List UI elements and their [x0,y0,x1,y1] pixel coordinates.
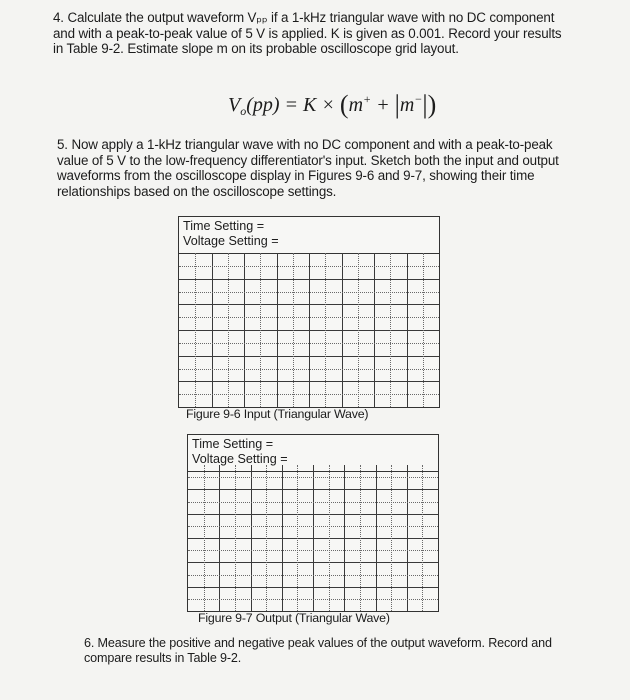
grid-minor-horizontal [179,266,439,267]
formula-rhs: = K × [284,94,335,116]
grid-minor-vertical [260,253,261,407]
grid-minor-vertical [423,253,424,407]
grid-minor-vertical [235,465,236,611]
grid-minor-vertical [204,465,205,611]
grid-minor-horizontal [179,394,439,395]
grid-minor-horizontal [188,599,438,600]
grid-minor-vertical [329,465,330,611]
time-setting-label: Time Setting = [183,219,265,233]
grid-minor-vertical [228,253,229,407]
formula-arg: (pp) [246,94,280,116]
grid-minor-horizontal [188,526,438,527]
grid-minor-horizontal [179,317,439,318]
grid-minor-horizontal [179,343,439,344]
grid-minor-vertical [297,465,298,611]
voltage-setting-label: Voltage Setting = [192,452,288,466]
item-4-text: 4. Calculate the output waveform Vₚₚ if a 1-kHz triangular wave with no DC component and with a peak-to-peak value of 5 V is applied. K is given as 0.001. Record your results in Table 9-2. Estimate slope m on its probable oscilloscope grid layout. [53,10,562,57]
grid-minor-vertical [360,465,361,611]
grid-major-horizontal [188,562,438,563]
grid-minor-horizontal [188,502,438,503]
grid-major-horizontal [188,489,438,490]
grid-major-horizontal [179,356,439,357]
voltage-setting-label: Voltage Setting = [183,234,279,248]
item-5-text: 5. Now apply a 1-kHz triangular wave with no DC component and with a peak-to-peak value of 5 V to the low-frequency differentiator's input. Sketch both the input and output waveforms from the oscilloscope display in Figures 9-6 and 9-7, showing their time relationships based on the oscilloscope settings. [57,137,559,199]
formula-lhs: V [228,94,241,116]
graticule [188,465,438,611]
oscilloscope-grid-input [178,216,440,408]
grid-major-horizontal [179,279,439,280]
grid-major-horizontal [179,304,439,305]
formula-plus-sign: + [376,94,390,116]
figure-9-7-caption: Figure 9-7 Output (Triangular Wave) [198,611,390,625]
grid-minor-vertical [391,465,392,611]
grid-minor-vertical [293,253,294,407]
output-voltage-formula: $V_o(pp) = K \times (m^+ + |m^-|)$ [228,90,437,119]
grid-minor-horizontal [188,477,438,478]
grid-major-horizontal [188,538,438,539]
grid-minor-horizontal [188,550,438,551]
grid-minor-vertical [422,465,423,611]
grid-major-horizontal [188,587,438,588]
formula-lhs-sub: o [240,104,247,118]
oscilloscope-grid-output [187,434,439,612]
grid-major-horizontal [179,330,439,331]
grid-major-horizontal [188,514,438,515]
grid-minor-vertical [390,253,391,407]
grid-minor-horizontal [179,369,439,370]
grid-minor-horizontal [179,292,439,293]
formula-m-minus: m [399,94,415,116]
formula-m-plus: m [348,94,364,116]
grid-minor-vertical [358,253,359,407]
grid-minor-vertical [266,465,267,611]
figure-9-6-caption: Figure 9-6 Input (Triangular Wave) [186,407,369,421]
grid-minor-horizontal [188,575,438,576]
scope-header-input [179,217,439,254]
item-6-text: 6. Measure the positive and negative peak values of the output waveform. Record and compare results in Table 9-2. [84,636,552,665]
grid-minor-vertical [195,253,196,407]
formula-plus-sup: + [363,92,372,106]
grid-minor-vertical [325,253,326,407]
time-setting-label: Time Setting = [192,437,274,451]
graticule [179,253,439,407]
grid-major-horizontal [179,381,439,382]
formula-minus-sup: − [414,92,423,106]
